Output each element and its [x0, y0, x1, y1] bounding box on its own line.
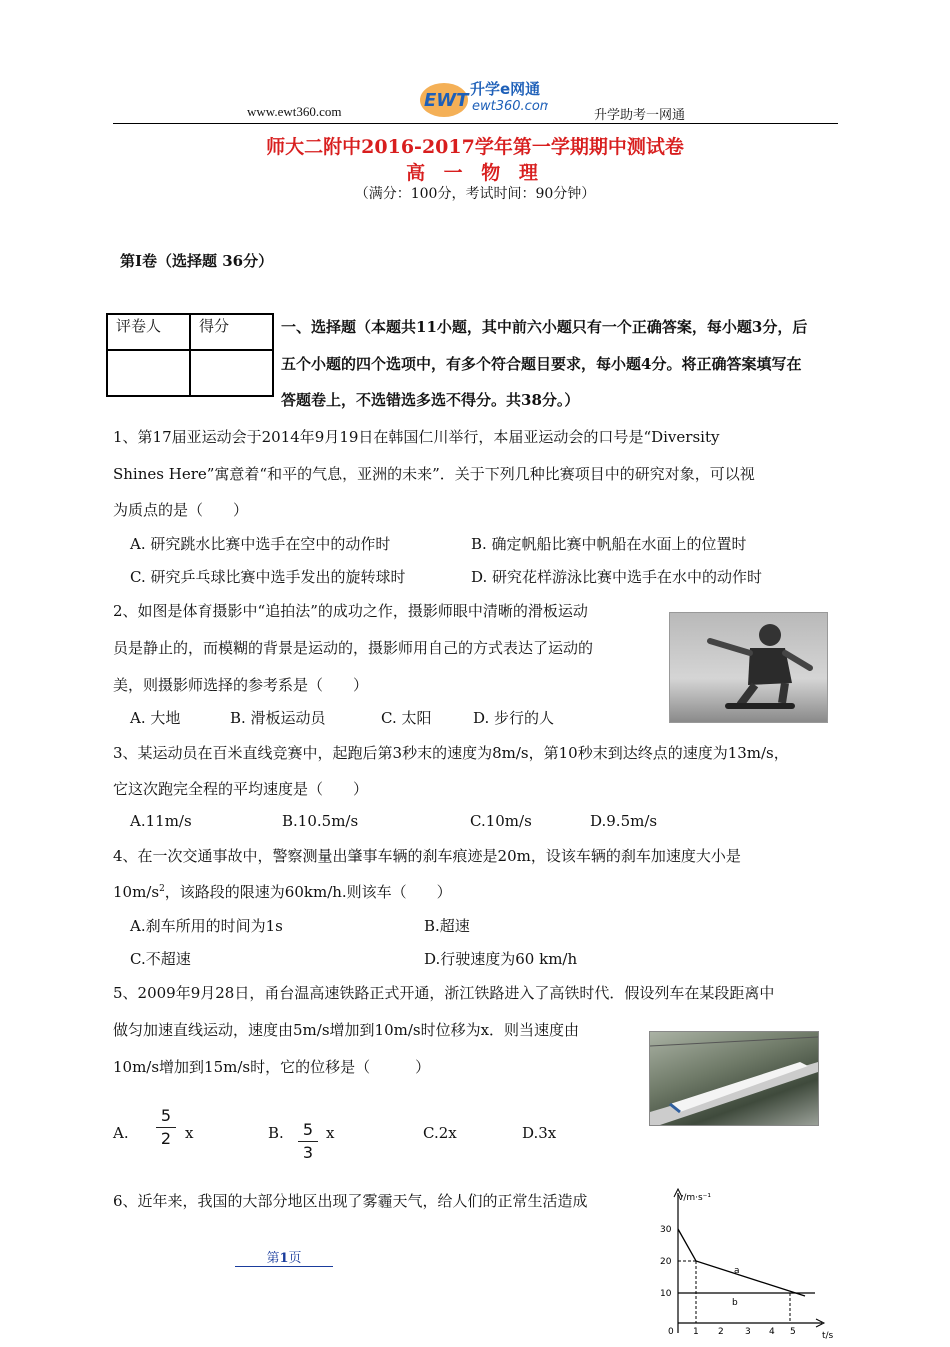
exam-info: （满分：100分，考试时间：90分钟）: [354, 186, 596, 202]
q1-stem-3: 为质点的是（ ）: [113, 501, 249, 519]
x-tick-2: 2: [718, 1327, 724, 1337]
q5-option-c: C.2x: [423, 1124, 457, 1142]
q4-option-a: A.刹车所用的时间为1s: [130, 917, 283, 935]
footer-prefix: 第: [266, 1251, 280, 1266]
q5-option-a-fraction: [156, 1106, 176, 1149]
q5-stem-3: 10m/s增加到15m/s时，它的位移是（ ）: [113, 1058, 431, 1076]
q2-option-b: B. 滑板运动员: [230, 709, 326, 727]
q3-stem-2: 它这次跑完全程的平均速度是（ ）: [113, 780, 369, 798]
y-axis-label: v/m·s⁻¹: [678, 1193, 712, 1203]
q4-stem-2-rest: ，该路段的限速为60km/h.则该车（ ）: [164, 883, 452, 901]
header-url[interactable]: www.ewt360.com: [247, 104, 342, 119]
q4-option-c: C.不超速: [130, 950, 191, 968]
section-instructions-3: 答题卷上，不选错选多选不得分。共38分。）: [281, 391, 580, 409]
header-divider: [113, 123, 838, 124]
exam-title: 师大二附中2016-2017学年第一学期期中测试卷: [266, 136, 684, 158]
velocity-time-graph: [650, 1183, 840, 1347]
y-tick-10: 10: [660, 1289, 672, 1299]
header-slogan: 升学助考一网通: [594, 108, 686, 123]
score-header: 得分: [190, 314, 273, 350]
q1-stem-1: 1、第17届亚运动会于2014年9月19日在韩国仁川举行，本届亚运动会的口号是“Diversity: [113, 428, 720, 446]
subject-title: 高 一 物 理: [406, 162, 544, 184]
skateboarder-photo: [669, 612, 828, 723]
logo-main-text: EWT: [424, 90, 469, 111]
x-tick-5: 5: [790, 1327, 796, 1337]
q5-option-a-x: x: [185, 1124, 194, 1142]
x-tick-4: 4: [769, 1327, 775, 1337]
q4-option-d: D.行驶速度为60 km/h: [424, 950, 578, 968]
grader-cell: [107, 350, 190, 396]
q2-option-c: C. 太阳: [381, 709, 432, 727]
q5-b-denominator: 3: [302, 1143, 314, 1162]
ewt-logo: [418, 76, 548, 124]
train-photo: [649, 1031, 819, 1126]
fraction-bar: [156, 1127, 176, 1128]
y-tick-20: 20: [660, 1257, 672, 1267]
q4-exponent: 2: [159, 884, 165, 894]
score-cell: [190, 350, 273, 396]
q1-option-c: C. 研究乒乓球比赛中选手发出的旋转球时: [130, 568, 406, 586]
q1-option-d: D. 研究花样游泳比赛中选手在水中的动作时: [471, 568, 763, 586]
q5-option-b-fraction: [298, 1120, 318, 1163]
grader-header: 评卷人: [107, 314, 190, 350]
q1-option-a: A. 研究跳水比赛中选手在空中的动作时: [130, 535, 391, 553]
part-heading: 第Ⅰ卷（选择题 36分）: [120, 252, 274, 270]
q3-stem-1: 3、某运动员在百米直线竞赛中，起跑后第3秒末的速度为8m/s，第10秒末到达终点的速度为13m/s，: [113, 744, 789, 762]
q6-stem-1: 6、近年来，我国的大部分地区出现了雾霾天气，给人们的正常生活造成: [113, 1192, 588, 1210]
q4-acceleration: 10m/s: [113, 883, 160, 901]
q3-option-d: D.9.5m/s: [590, 812, 658, 830]
q2-option-d: D. 步行的人: [473, 709, 555, 727]
x-tick-0: 0: [668, 1327, 674, 1337]
section-instructions-2: 五个小题的四个选项中，有多个符合题目要求，每小题4分。将正确答案填写在: [281, 355, 802, 373]
q3-option-a: A.11m/s: [130, 812, 192, 830]
grade-table: [106, 313, 274, 397]
q2-option-a: A. 大地: [130, 709, 181, 727]
q4-stem-1: 4、在一次交通事故中，警察测量出肇事车辆的刹车痕迹是20m，设该车辆的刹车加速度大小是: [113, 847, 741, 865]
q5-a-denominator: 2: [160, 1129, 172, 1148]
q5-stem-1: 5、2009年9月28日，甬台温高速铁路正式开通，浙江铁路进入了高铁时代．假设列车在某段距离中: [113, 984, 775, 1002]
page-footer: [235, 1247, 333, 1267]
q5-option-a-label: A.: [113, 1124, 129, 1142]
y-tick-30: 30: [660, 1225, 672, 1235]
q1-option-b: B. 确定帆船比赛中帆船在水面上的位置时: [471, 535, 747, 553]
q2-stem-1: 2、如图是体育摄影中“追拍法”的成功之作，摄影师眼中清晰的滑板运动: [113, 602, 588, 620]
line-b-label: b: [732, 1298, 738, 1308]
q5-b-numerator: 5: [302, 1120, 314, 1139]
section-instructions-1: 一、选择题（本题共11小题，其中前六小题只有一个正确答案，每小题3分，后: [281, 318, 808, 336]
logo-sub-text: ewt360.com: [472, 99, 548, 114]
q4-stem-2: [113, 881, 452, 902]
q4-option-b: B.超速: [424, 917, 470, 935]
q1-stem-2: Shines Here”寓意着“和平的气息，亚洲的未来”．关于下列几种比赛项目中的研究对象，可以视: [113, 465, 755, 483]
line-a: [678, 1229, 805, 1296]
x-tick-3: 3: [745, 1327, 751, 1337]
page-number: 1: [279, 1251, 289, 1266]
q5-option-b-x: x: [326, 1124, 335, 1142]
fraction-bar: [298, 1141, 318, 1142]
footer-suffix: 页: [288, 1251, 302, 1266]
q2-stem-2: 员是静止的，而模糊的背景是运动的，摄影师用自己的方式表达了运动的: [113, 639, 594, 657]
q3-option-c: C.10m/s: [470, 812, 532, 830]
q3-option-b: B.10.5m/s: [282, 812, 359, 830]
x-tick-1: 1: [693, 1327, 699, 1337]
x-axis-label: t/s: [822, 1331, 834, 1341]
q2-stem-3: 美，则摄影师选择的参考系是（ ）: [113, 676, 369, 694]
q5-option-d: D.3x: [522, 1124, 557, 1142]
q5-stem-2: 做匀加速直线运动，速度由5m/s增加到10m/s时位移为x．则当速度由: [113, 1021, 580, 1039]
q5-option-b-label: B.: [268, 1124, 284, 1142]
q5-a-numerator: 5: [160, 1106, 172, 1125]
logo-cn-text: 升学e网通: [470, 80, 541, 98]
line-a-label: a: [734, 1266, 740, 1276]
